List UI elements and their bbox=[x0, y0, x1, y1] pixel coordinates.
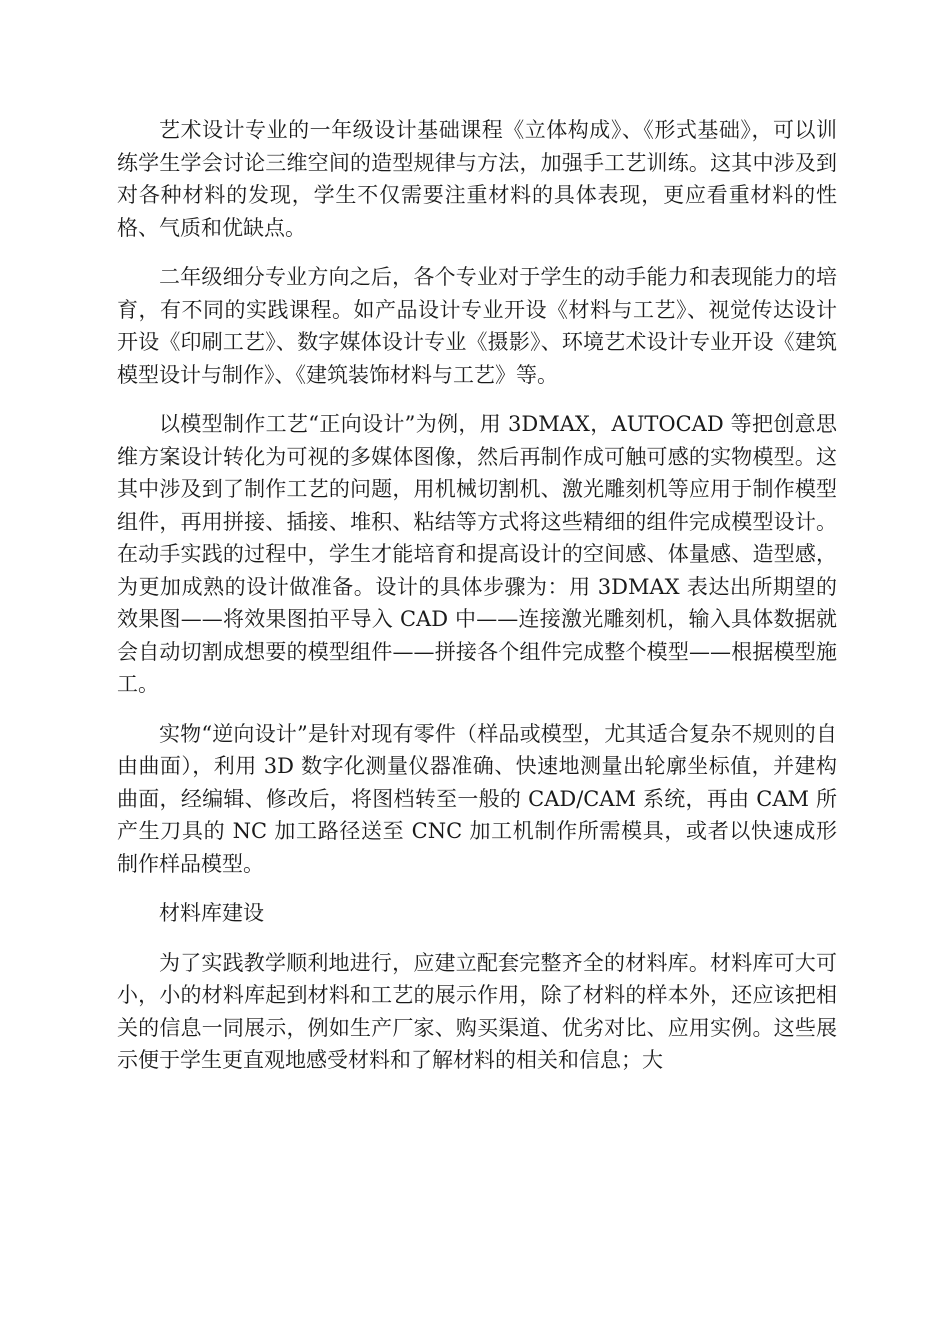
document-page bbox=[117, 114, 837, 1094]
paragraph-material-library: 为了实践教学顺利地进行，应建立配套完整齐全的材料库。材料库可大可小，小的材料库起到材料和工艺的展示作用，除了材料的样本外，还应该把相关的信息一同展示，例如生产厂家、购买渠道、优劣对比、应用实例。这些展示便于学生更直观地感受材料和了解材料的相关和信息；大 bbox=[117, 950, 837, 1072]
paragraph-reverse-design: 实物“逆向设计”是针对现有零件（样品或模型，尤其适合复杂不规则的自由曲面），利用 3D 数字化测量仪器准确、快速地测量出轮廓坐标值，并建构曲面，经编辑、修改后，将图档转至一般的 CAD/CAM 系统，再由 CAM 所产生刀具的 NC 加工路径送至 CNC 加工机制作所需模具，或者以快速成形制作样品模型。 bbox=[117, 721, 837, 876]
paragraph-forward-design: 以模型制作工艺“正向设计”为例，用 3DMAX，AUTOCAD 等把创意思维方案设计转化为可视的多媒体图像，然后再制作成可触可感的实物模型。这其中涉及到了制作工艺的问题，用机械切割机、激光雕刻机等应用于制作模型组件，再用拼接、插接、堆积、粘结等方式将这些精细的组件完成模型设计。在动手实践的过程中，学生才能培育和提高设计的空间感、体量感、造型感，为更加成熟的设计做准备。设计的具体步骤为：用 3DMAX 表达出所期望的效果图——将效果图拍平导入 CAD 中——连接激光雕刻机，输入具体数据就会自动切割成想要的模型组件——拼接各个组件完成整个模型——根据模型施工。 bbox=[117, 412, 837, 696]
paragraph-second-year-courses: 二年级细分专业方向之后，各个专业对于学生的动手能力和表现能力的培育，有不同的实践课程。如产品设计专业开设《材料与工艺》、视觉传达设计开设《印刷工艺》、数字媒体设计专业《摄影》、环境艺术设计专业开设《建筑模型设计与制作》、《建筑装饰材料与工艺》等。 bbox=[117, 265, 837, 387]
paragraph-foundation-courses: 艺术设计专业的一年级设计基础课程《立体构成》、《形式基础》，可以训练学生学会讨论三维空间的造型规律与方法，加强手工艺训练。这其中涉及到对各种材料的发现，学生不仅需要注重材料的具体表现，更应看重材料的性格、气质和优缺点。 bbox=[117, 118, 837, 240]
section-heading: 材料库建设 bbox=[159, 901, 264, 925]
